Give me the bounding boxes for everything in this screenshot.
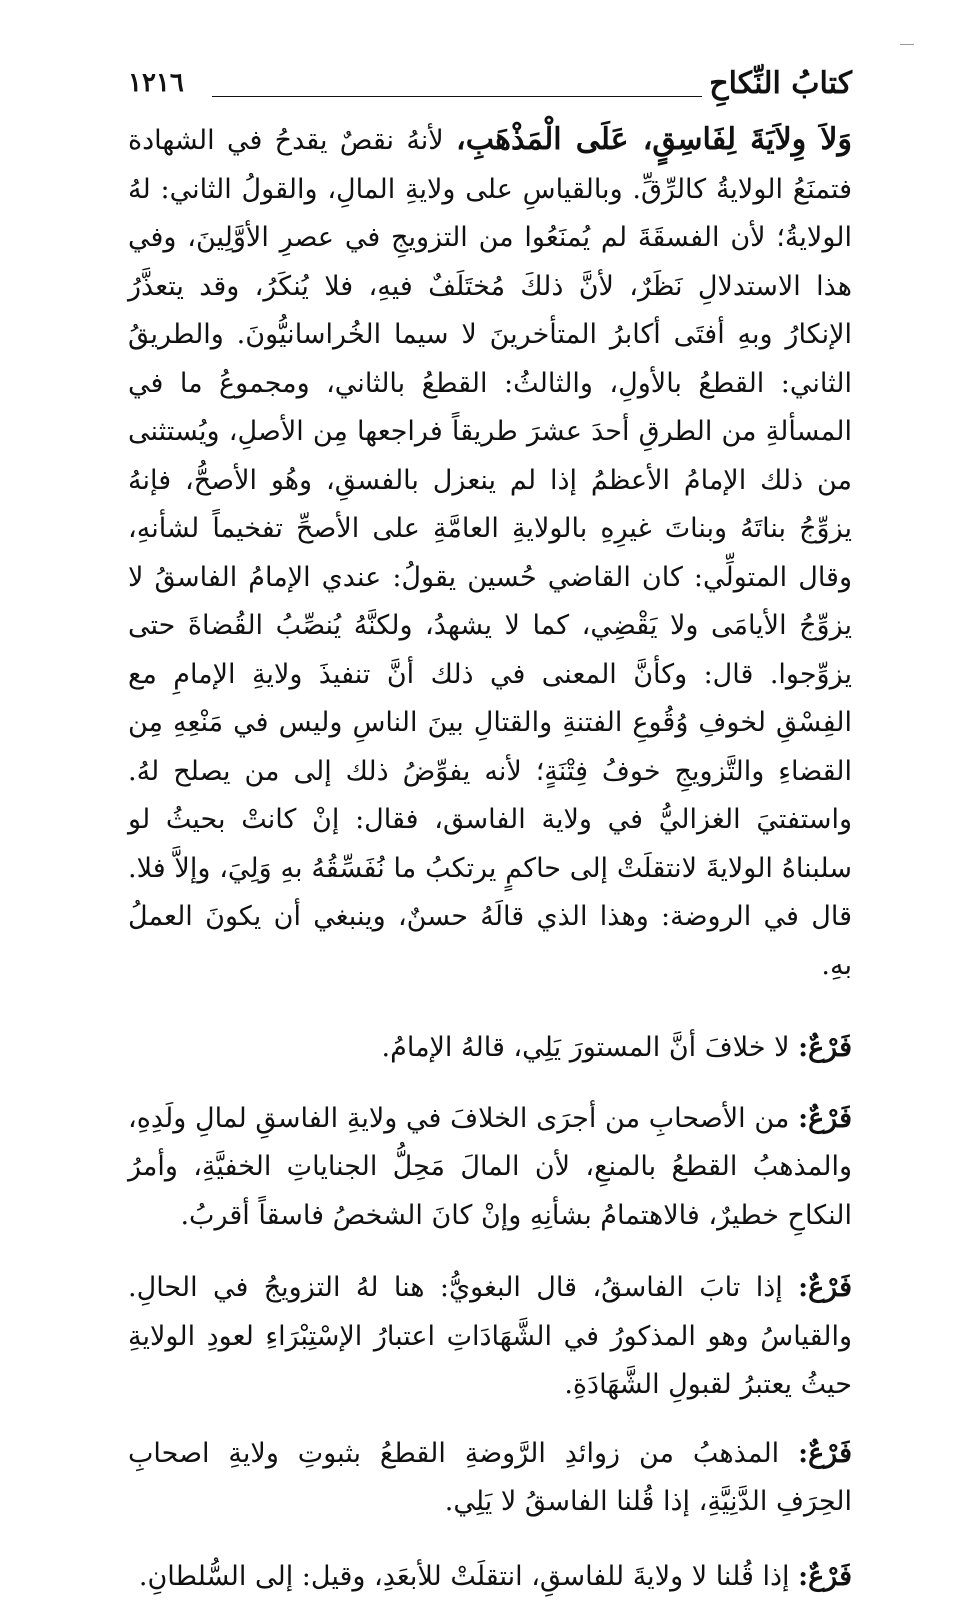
far-paragraph-4 <box>128 1430 852 1527</box>
far-label: فَرْعٌ: <box>798 1032 852 1063</box>
far-label: فَرْعٌ: <box>798 1103 852 1134</box>
chapter-title: كتابُ النِّكاحِ <box>709 66 852 101</box>
running-header <box>128 68 852 108</box>
matn-heading: وَلاَ وِلاَيَةَ لِفَاسِقٍ، عَلَى الْمَذْهَبِ، <box>456 122 852 157</box>
page-number: ١٢١٦ <box>128 68 184 98</box>
far-label: فَرْعٌ: <box>798 1561 852 1592</box>
far-paragraph-3 <box>128 1264 852 1410</box>
far-text-4: المذهبُ من زوائدِ الرَّوضةِ القطعُ بثبوتِ ولايةِ اصحابِ الحِرَفِ الدَّنِيَّةِ، إذا قُلنا الفاسقُ لا يَلِي. <box>128 1438 852 1518</box>
far-text-3: إذا تابَ الفاسقُ، قال البغويُّ: هنا لهُ التزويجُ في الحالِ. والقياسُ وهو المذكورُ في الشَّهَادَاتِ اعتبارُ الإسْتِبْرَاءِ لعودِ الولايةِ حيثُ يعتبرُ لقبولِ الشَّهَادَةِ. <box>128 1272 852 1400</box>
far-label: فَرْعٌ: <box>798 1272 852 1303</box>
main-paragraph-text: لأنهُ نقصٌ يقدحُ في الشهادة فتمنَعُ الولايةُ كالرِّقِّ. وبالقياسِ على ولايةِ المالِ، والقولُ الثاني: لهُ الولايةُ؛ لأن الفسقَةَ لم يُمنَعُوا من التزويجِ في عصرِ الأوَّلِينَ، وفي هذا الاستدلالِ نَظَرٌ، لأنَّ ذلكَ مُختَلَفٌ فيهِ، فلا يُنكَرُ، وقد يتعذَّرُ الإنكارُ وبهِ أفتَى أكابرُ المتأخرينَ لا سيما الخُراسانيُّونَ. والطريقُ الثاني: القطعُ بالأولِ، والثالثُ: القطعُ بالثاني، ومجموعُ ما في المسألةِ من الطرقِ أحدَ عشرَ طريقاً فراجعها مِن الأصلِ، ويُستثنى من ذلك الإمامُ الأعظمُ إذا لم ينعزل بالفسقِ، وهُو الأصحُّ، فإنهُ يزوِّجُ بناتَهُ وبناتَ غيرِهِ بالولايةِ العامَّةِ على الأصحِّ تفخيماً لشأنهِ، وقال المتولِّي: كان القاضي حُسين يقولُ: عندي الإمامُ الفاسقُ لا يزوِّجُ الأيامَى ولا يَقْضِي، كما لا يشهدُ، ولكنَّهُ يُنصِّبُ القُضاةَ حتى يزوِّجوا. قال: وكأنَّ المعنى في ذلك أنَّ تنفيذَ ولايةِ الإمامِ مع الفِسْقِ لخوفِ وُقُوعِ الفتنةِ والقتالِ بينَ الناسِ وليس في مَنْعِهِ مِن القضاءِ والتَّزويجِ خوفُ فِتْنَةٍ؛ لأنه يفوِّضُ ذلك إلى من يصلح لهُ. واستفتيَ الغزاليُّ في ولاية الفاسق، فقال: إنْ كانتْ بحيثُ لو سلبناهُ الولايةَ لانتقلَتْ إلى حاكمٍ يرتكبُ ما نُفَسِّقُهُ بهِ وَلِيَ، وإلاَّ فلا. قال في الروضة: وهذا الذي قالَهُ حسنٌ، وينبغي أن يكونَ العملُ بهِ. <box>128 125 852 981</box>
page-body <box>128 116 852 1601</box>
far-text-5: إذا قُلنا لا ولايةَ للفاسقِ، انتقلَتْ للأبعَدِ، وقيل: إلى السُّلطانِ. <box>139 1561 798 1592</box>
far-paragraph-2 <box>128 1095 852 1241</box>
main-paragraph <box>128 116 852 990</box>
far-text-2: من الأصحابِ من أجرَى الخلافَ في ولايةِ الفاسقِ لمالِ ولَدِهِ، والمذهبُ القطعُ بالمنعِ، لأن المالَ مَحِلُّ الجناياتِ الخفيَّةِ، وأمرُ النكاحِ خطيرٌ، فالاهتمامُ بشأنِهِ وإنْ كانَ الشخصُ فاسقاً أقربُ. <box>128 1103 852 1231</box>
far-label: فَرْعٌ: <box>798 1438 852 1469</box>
far-paragraph-5 <box>128 1553 852 1601</box>
corner-mark <box>900 44 914 45</box>
header-rule <box>212 96 702 97</box>
far-paragraph-1 <box>128 1024 852 1073</box>
far-text-1: لا خلافَ أنَّ المستورَ يَلِي، قالهُ الإمامُ. <box>382 1032 799 1063</box>
